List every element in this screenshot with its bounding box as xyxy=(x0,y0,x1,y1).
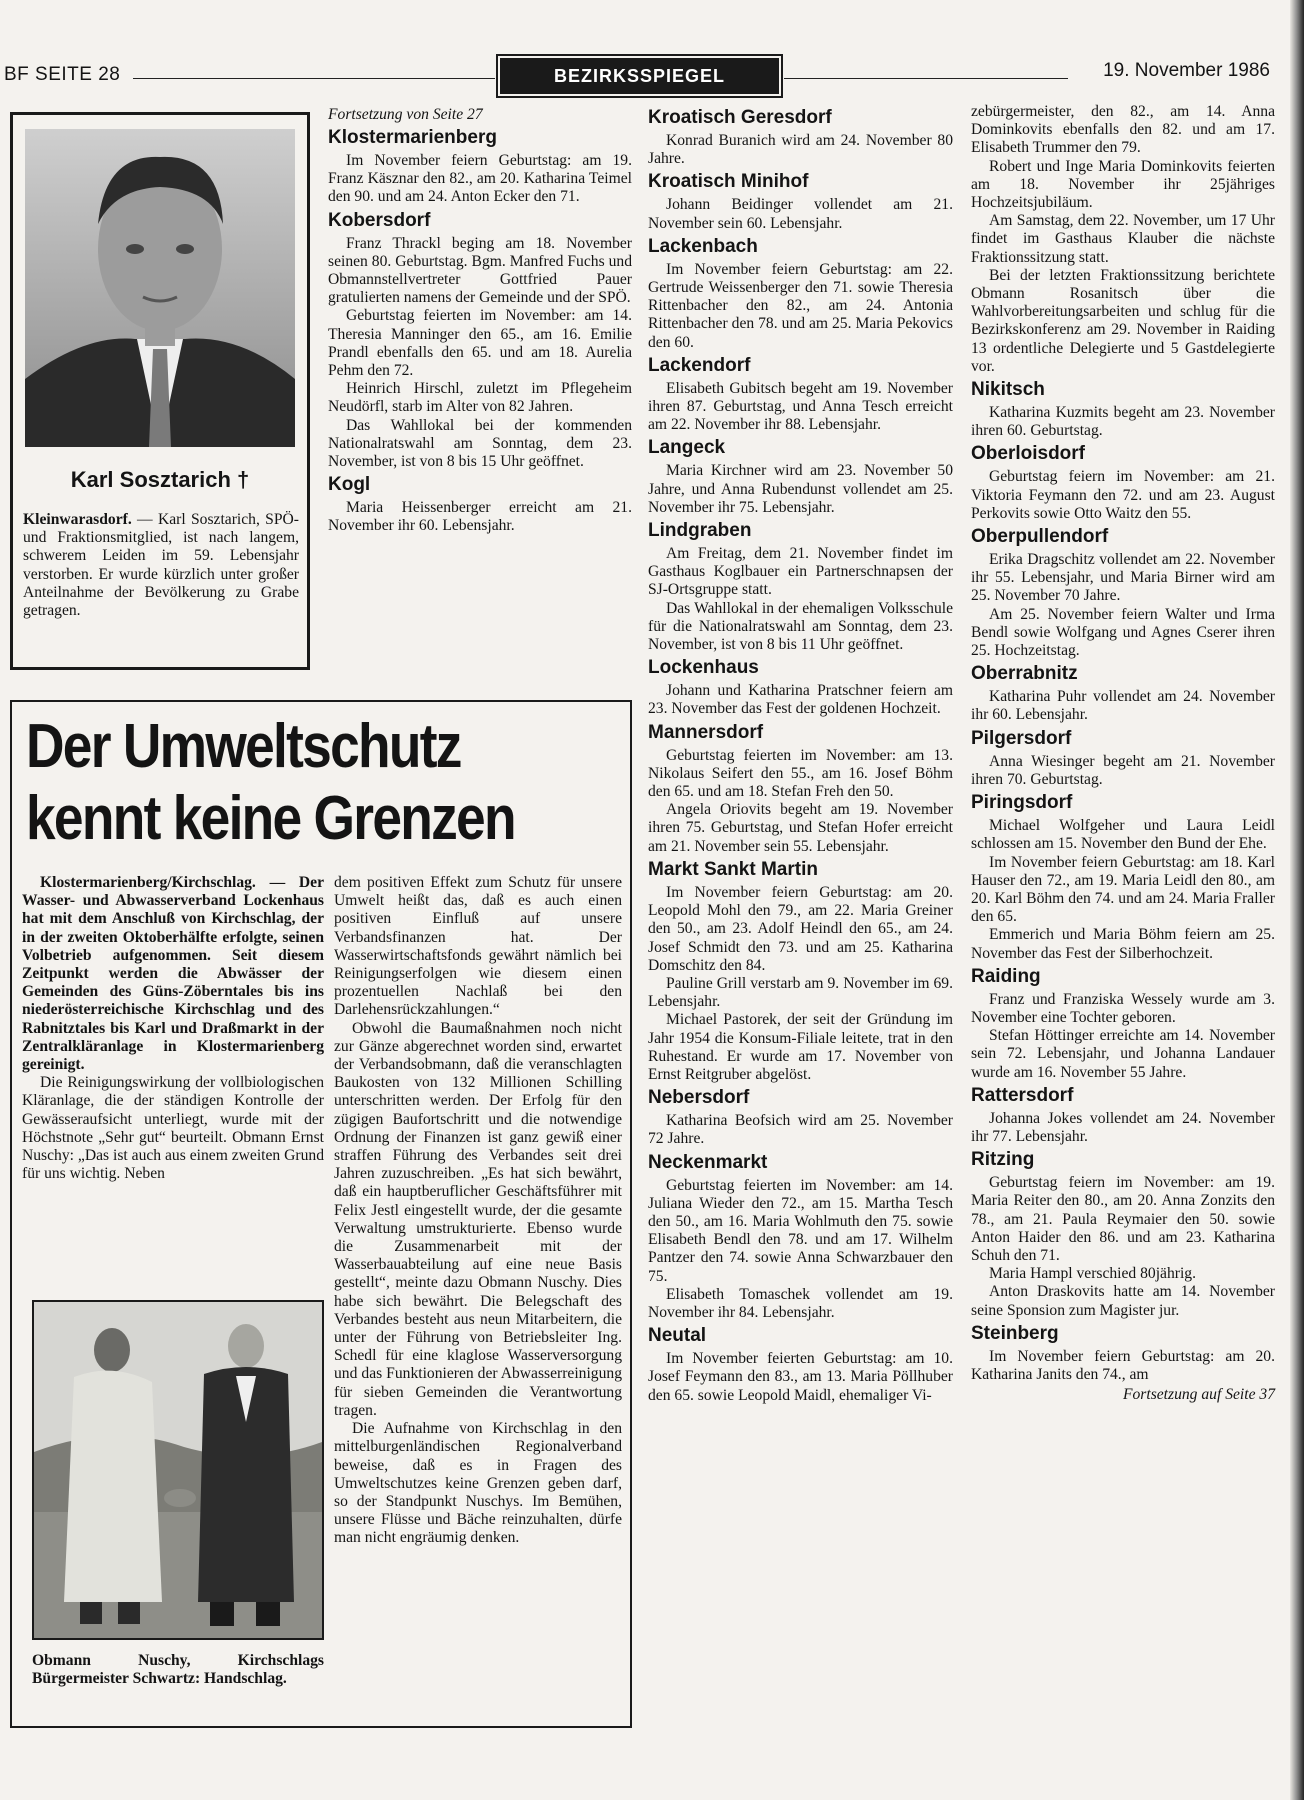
news-paragraph: Geburtstag feierten im November: am 14. Juliana Wieder den 72., am 15. Martha Tesch den 50., am 16. Maria Wohlmuth den 75. sowie Elisabeth Bendl den 78. und am 17. Wilhelm Pantzer den 74. sowie Anna Schwarzbauer den 75. xyxy=(648,1176,953,1285)
section-title: BEZIRKSSPIEGEL xyxy=(500,58,779,94)
page-number: BF SEITE 28 xyxy=(4,64,121,85)
obituary-box xyxy=(10,112,310,670)
news-paragraph: Anton Draskovits hatte am 14. November seine Sponsion zum Magister jur. xyxy=(971,1283,1275,1319)
news-paragraph: Franz und Franziska Wessely wurde am 3. November eine Tochter geboren. xyxy=(971,990,1275,1026)
news-paragraph: Johann Beidinger vollendet am 21. November sein 60. Lebensjahr. xyxy=(648,196,953,232)
news-paragraph: Robert und Inge Maria Dominkovits feierten am 18. November ihr 25jähriges Hochzeitsjubiläum. xyxy=(971,157,1275,212)
location-heading: Ritzing xyxy=(971,1149,1035,1171)
article-column-1 xyxy=(22,874,324,1183)
location-heading: Klostermarienberg xyxy=(328,127,497,148)
location-heading: Neckenmarkt xyxy=(648,1151,768,1173)
news-paragraph: Konrad Buranich wird am 24. November 80 Jahre. xyxy=(648,132,953,168)
location-heading: Kogl xyxy=(328,474,371,496)
news-paragraph: Das Wahllokal in der ehemaligen Volksschule für die Nationalratswahl am Sonntag, dem 23. November, ist von 8 bis 11 Uhr geöffnet. xyxy=(648,599,953,654)
news-paragraph: Im November feiern Geburtstag: am 20. Leopold Mohl den 79., am 22. Maria Greiner den 50., am 23. Adolf Heindl den 65., am 24. Josef Schmidt den 73. und am 25. Katharina Domschitz den 84. xyxy=(648,883,953,974)
location-heading: Oberpullendorf xyxy=(971,526,1109,548)
news-paragraph: Geburtstag feierten im November: am 13. Nikolaus Seifert den 55., am 16. Josef Böhm den 65. und am 18. Stefan Freh den 50. xyxy=(648,746,953,801)
article-paragraph: Die Aufnahme von Kirchschlag in den mittelburgenländischen Regionalverband beweise, daß es in Fragen des Umweltschutzes keine Grenzen geben darf, so der Standpunkt Nuschys. Im Bemühen, unsere Flüsse und Bäche reinzuhalten, dürfe man nicht engräumig denken. xyxy=(334,1420,622,1547)
location-heading: Kroatisch Minihof xyxy=(648,171,809,193)
news-paragraph: Anna Wiesinger begeht am 21. November ihren 70. Geburtstag. xyxy=(971,752,1275,788)
news-paragraph: Stefan Höttinger erreichte am 14. November sein 72. Lebensjahr, und Johanna Landauer wurde am 16. November 55 Jahre. xyxy=(971,1027,1275,1081)
photo-caption: Obmann Nuschy, Kirchschlags Bürgermeister Schwartz: Handschlag. xyxy=(32,1652,324,1688)
location-heading: Rattersdorf xyxy=(971,1084,1074,1106)
portrait-photo xyxy=(25,129,295,447)
news-paragraph: Franz Thrackl beging am 18. November seinen 80. Geburtstag. Bgm. Manfred Fuchs und Obmannstellvertreter Gottfried Pauer gratulierten namens der Gemeinde und der SPÖ. xyxy=(328,234,632,307)
news-paragraph: Angela Oriovits begeht am 19. November ihren 75. Geburtstag, und Stefan Hofer erreicht am 21. November sein 55. Lebensjahr. xyxy=(648,801,953,855)
news-paragraph: Am Samstag, dem 22. November, um 17 Uhr findet im Gasthaus Klauber die nächste Fraktionssitzung statt. xyxy=(971,212,1275,266)
news-paragraph: Im November feierten Geburtstag: am 10. Josef Feymann den 83., am 13. Maria Pöllhuber den 65. sowie Leopold Maidl, ehemaliger Vi- xyxy=(648,1350,953,1404)
location-heading: Piringsdorf xyxy=(971,792,1073,814)
article-box xyxy=(10,700,632,1728)
location-heading: Oberloisdorf xyxy=(971,443,1086,465)
location-heading: Steinberg xyxy=(971,1322,1059,1344)
news-paragraph: Katharina Puhr vollendet am 24. November ihr 60. Lebensjahr. xyxy=(971,688,1275,724)
location-heading: Mannersdorf xyxy=(648,721,764,743)
column-3 xyxy=(971,103,1275,1404)
location-heading: Markt Sankt Martin xyxy=(648,858,818,880)
location-heading: Nebersdorf xyxy=(648,1087,750,1109)
news-paragraph: zebürgermeister, den 82., am 14. Anna Dominkovits ebenfalls den 82. und am 17. Elisabeth Trummer den 79. xyxy=(971,103,1275,157)
news-paragraph: Michael Wolfgeher und Laura Leidl schlossen am 15. November den Bund der Ehe. xyxy=(971,817,1275,853)
location-heading: Raiding xyxy=(971,965,1041,987)
obituary-name: Karl Sosztarich † xyxy=(70,467,250,492)
article-lead-text: — Der Wasser- und Abwasserverband Lockenhaus hat mit dem Anschluß von Kirchschlag, der in der zweiten Oktoberhälfte erfolgte, seinen Volbetrieb aufgenommen. Seit diesem Zeitpunkt werden die Abwässer der Gemeinden des Güns-Zöberntales bis ins niederösterreichische Kirchschlag und des Rabnitztales bis Karl und Draßmarkt in der Zentralkläranlage in Klostermarienberg gereinigt. xyxy=(22,874,324,1074)
article-lead xyxy=(22,874,324,1074)
location-heading: Pilgersdorf xyxy=(971,727,1072,749)
location-heading: Lindgraben xyxy=(648,520,752,542)
location-heading: Langeck xyxy=(648,437,726,459)
news-paragraph: Michael Pastorek, der seit der Gründung im Jahr 1954 die Konsum-Filiale leitete, trat in den Ruhestand. Er wurde am 17. November von Ernst Reitgruber abgelöst. xyxy=(648,1011,953,1083)
news-paragraph: Am 25. November feiern Walter und Irma Bendl sowie Wolfgang und Agnes Cserer ihren 25. Hochzeitstag. xyxy=(971,605,1275,660)
news-paragraph: Am Freitag, dem 21. November findet im Gasthaus Koglbauer ein Partnerschnapsen der SJ-Ortsgruppe statt. xyxy=(648,545,953,599)
news-paragraph: Maria Heissenberger erreicht am 21. November ihr 60. Lebensjahr. xyxy=(328,499,632,535)
article-paragraph: dem positiven Effekt zum Schutz für unsere Umwelt heißt das, daß es auch einen positiven Einfluß auf unsere Verbandsfinanzen hat. Der Wasserwirtschaftsfonds gewährt nämlich bei Reinigungserfolgen wie diesem einen prozentuellen Nachlaß bei den Darlehensrückzahlungen.“ xyxy=(334,874,622,1019)
news-paragraph: Maria Kirchner wird am 23. November 50 Jahre, und Anna Rubendunst vollendet am 25. November ihr 75. Lebensjahr. xyxy=(648,462,953,516)
obituary-text xyxy=(23,511,299,620)
headline-line-1: Der Umweltschutz xyxy=(26,712,461,781)
obituary-body: — Karl Sosztarich, SPÖ- und Fraktionsmitglied, ist nach langem, schwerem Leiden im 59. Lebensjahr verstorben. Er wurde kürzlich unter großer Anteilnahme der Bevölkerung zu Grabe getragen. xyxy=(23,511,299,620)
headline-line-2: kennt keine Grenzen xyxy=(26,784,515,853)
location-heading: Lackenbach xyxy=(648,235,758,257)
article-photo xyxy=(32,1300,324,1640)
header-rule-left xyxy=(133,78,495,79)
article-column-2 xyxy=(334,874,622,1548)
news-paragraph: Johann und Katharina Pratschner feiern am 23. November das Fest der goldenen Hochzeit. xyxy=(648,682,953,718)
continued-on-note: Fortsetzung auf Seite 37 xyxy=(1122,1386,1275,1404)
news-paragraph: Im November feiern Geburtstag: am 22. Gertrude Weissenberger den 71. sowie Theresia Rittenbacher den 82., am 24. Antonia Rittenbacher den 78. und am 25. Maria Pekovics den 60. xyxy=(648,260,953,351)
news-paragraph: Im November feiern Geburtstag: am 18. Karl Hauser den 72., am 19. Maria Leidl den 80., am 20. Karl Böhm den 74. und am 24. Maria Fraller den 65. xyxy=(971,853,1275,926)
news-paragraph: Heinrich Hirschl, zuletzt im Pflegeheim Neudörfl, starb im Alter von 82 Jahren. xyxy=(328,380,632,416)
location-heading: Nikitsch xyxy=(971,379,1045,401)
news-paragraph: Johanna Jokes vollendet am 24. November ihr 77. Lebensjahr. xyxy=(971,1109,1275,1145)
obituary-place: Kleinwarasdorf. xyxy=(23,511,132,528)
column-1 xyxy=(328,106,632,536)
location-heading: Neutal xyxy=(648,1325,707,1347)
news-paragraph: Geburtstag feiern im November: am 21. Viktoria Feymann den 72. und am 23. August Perkovits sowie Otto Waitz den 55. xyxy=(971,468,1275,522)
article-paragraph: Obwohl die Baumaßnahmen noch nicht zur Gänze abgerechnet worden sind, erwartet der Verbandsobmann, daß die veranschlagten Baukosten von 132 Millionen Schilling unterschritten werden. Der Erfolg für den zügigen Baufortschritt und die notwendige Ordnung der Finanzen ist ganz gewiß einer straffen Führung des Verbandes seit drei Jahren zuzuschreiben. „Es hat sich bewährt, daß ein hauptberuflicher Geschäftsführer mit Felix Jestl eingestellt wurde, der die gesamte Verwaltung umstrukturierte. Ebenso wurde die Zusammenarbeit mit der Wasserbauabteilung auf eine neue Basis gestellt“, meinte dazu Obmann Nuschy. Dies habe sich bewährt. Die Belegschaft des Verbandes besteht aus neun Mitarbeitern, die unter der Führung von Betriebsleiter Ing. Schedl für eine klaglose Wasserversorgung und das Funktionieren der Abwasserreinigung für sieben Gemeinden die Verantwortung tragen. xyxy=(334,1019,622,1419)
location-heading: Oberrabnitz xyxy=(971,663,1078,685)
news-paragraph: Das Wahllokal bei der kommenden Nationalratswahl am Sonntag, dem 23. November, ist von 8 bis 15 Uhr geöffnet. xyxy=(328,416,632,471)
location-heading: Kobersdorf xyxy=(328,209,431,231)
news-paragraph: Katharina Kuzmits begeht am 23. November ihren 60. Geburtstag. xyxy=(971,404,1275,440)
news-paragraph: Im November feiern Geburtstag: am 20. Katharina Janits den 74., am xyxy=(971,1347,1275,1383)
continued-from-note: Fortsetzung von Seite 27 xyxy=(328,106,483,123)
page-edge xyxy=(1290,0,1304,1800)
location-heading: Lackendorf xyxy=(648,354,751,376)
article-body-1: Die Reinigungswirkung der vollbiologischen Kläranlage, die der ständigen Kontrolle der Gewässeraufsicht unterliegt, wurde mit der Höchstnote „Sehr gut“ beurteilt. Obmann Ernst Nuschy: „Das ist auch aus einem zweiten Grund für uns wichtig. Neben xyxy=(22,1074,324,1183)
news-paragraph: Geburtstag feierten im November: am 14. Theresia Manninger den 65., am 16. Emilie Prandl ebenfalls den 65. und am 18. Aurelia Pehm den 72. xyxy=(328,307,632,380)
issue-date: 19. November 1986 xyxy=(1103,60,1270,81)
article-lead-place: Klostermarienberg/Kirchschlag. xyxy=(40,874,256,891)
header-rule-right xyxy=(784,78,1068,79)
news-paragraph: Im November feiern Geburtstag: am 19. Franz Käsznar den 82., am 20. Katharina Teimel den 90. und am 24. Anton Ecker den 71. xyxy=(328,152,632,206)
column-2 xyxy=(648,104,953,1405)
news-paragraph: Geburtstag feiern im November: am 19. Maria Reiter den 80., am 20. Anna Zonzits den 78., am 21. Paula Reymaier den 50. sowie Anton Haider den 86. und am 23. Katharina Schuh den 71. xyxy=(971,1174,1275,1264)
location-heading: Lockenhaus xyxy=(648,657,759,679)
news-paragraph: Bei der letzten Fraktionssitzung berichtete Obmann Rosanitsch über die Wahlvorbereitungsarbeiten und schlug für die Bezirkskonferenz am 29. November in Raiding 13 ordentliche Delegierte und 5 Gastdelegierte vor. xyxy=(971,266,1275,375)
news-paragraph: Erika Dragschitz vollendet am 22. November ihr 55. Lebensjahr, und Maria Birner wird am 25. November 70 Jahre. xyxy=(971,551,1275,605)
news-paragraph: Elisabeth Gubitsch begeht am 19. November ihren 87. Geburtstag, und Anna Tesch erreicht am 22. November ihr 88. Lebensjahr. xyxy=(648,379,953,434)
location-heading: Kroatisch Geresdorf xyxy=(648,107,832,128)
news-paragraph: Pauline Grill verstarb am 9. November im 69. Lebensjahr. xyxy=(648,974,953,1011)
news-paragraph: Maria Hampl verschied 80jährig. xyxy=(989,1265,1196,1283)
news-paragraph: Katharina Beofsich wird am 25. November 72 Jahre. xyxy=(648,1112,953,1148)
news-paragraph: Elisabeth Tomaschek vollendet am 19. November ihr 84. Lebensjahr. xyxy=(648,1285,953,1321)
news-paragraph: Emmerich und Maria Böhm feiern am 25. November das Fest der Silberhochzeit. xyxy=(971,926,1275,962)
